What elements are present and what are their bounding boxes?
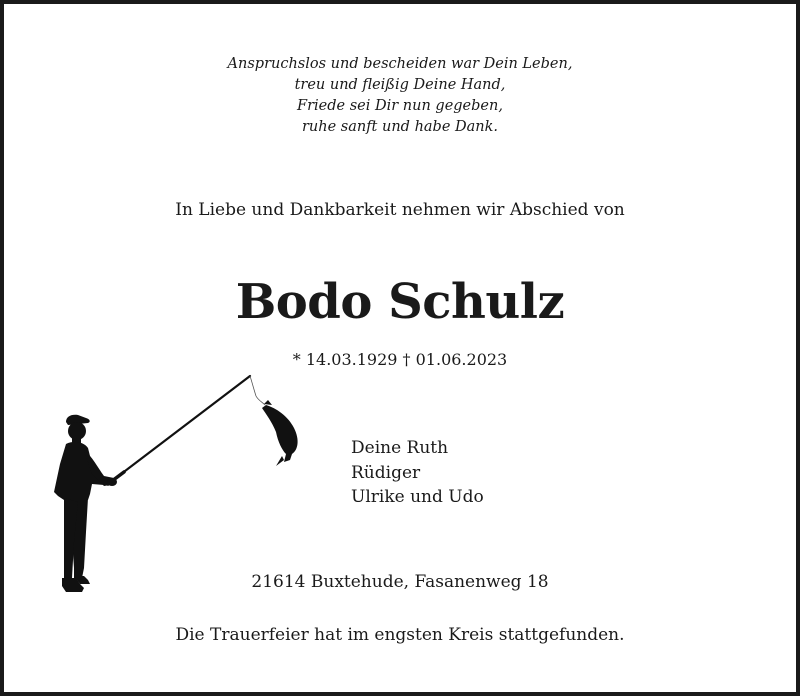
mourner: Rüdiger <box>351 462 421 483</box>
mourners-list <box>351 436 484 510</box>
angler-silhouette-icon <box>44 372 314 604</box>
intro-text: In Liebe und Dankbarkeit nehmen wir Abschied von <box>175 200 625 220</box>
funeral-note: Die Trauerfeier hat im engsten Kreis stattgefunden. <box>175 625 625 645</box>
address: 21614 Buxtehude, Fasanenweg 18 <box>251 572 549 592</box>
poem-line: Friede sei Dir nun gegeben, <box>297 98 503 114</box>
poem-line: Anspruchslos und bescheiden war Dein Leben, <box>227 56 573 72</box>
poem <box>4 54 796 138</box>
deceased-name: Bodo Schulz <box>235 274 565 330</box>
mourner: Ulrike und Udo <box>351 487 484 507</box>
mourner: Deine Ruth <box>351 438 449 458</box>
poem-line: ruhe sanft und habe Dank. <box>301 119 499 135</box>
life-dates: * 14.03.1929 † 01.06.2023 <box>292 350 508 369</box>
poem-line: treu und fleißig Deine Hand, <box>294 77 506 93</box>
